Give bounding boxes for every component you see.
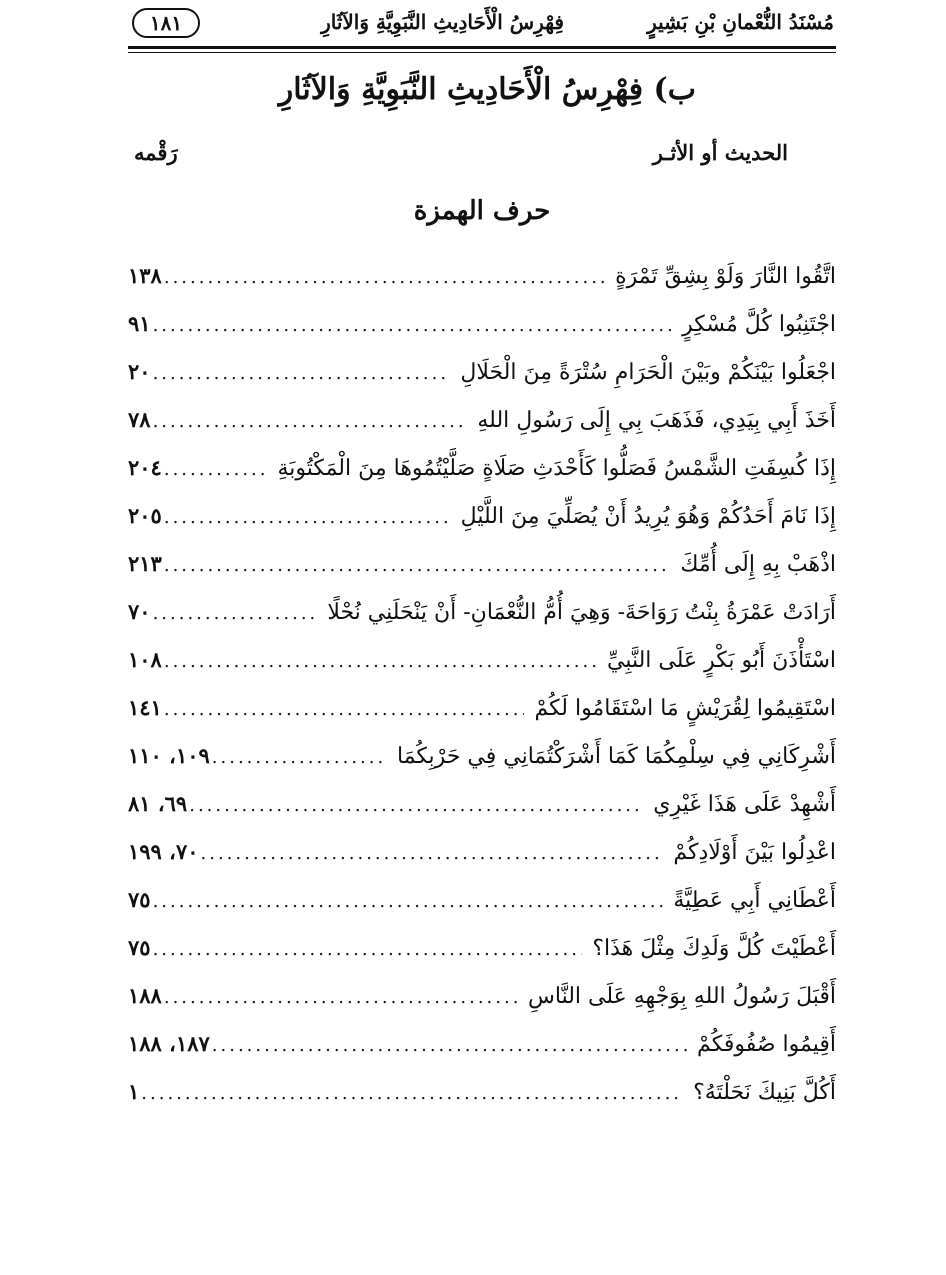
entry-text: اسْتَأْذَنَ أَبُو بَكْرٍ عَلَى النَّبِيِّ bbox=[606, 648, 836, 673]
index-entry bbox=[128, 1068, 836, 1116]
dot-leader bbox=[153, 878, 664, 926]
index-entry bbox=[128, 396, 836, 444]
header-rule-thin bbox=[128, 52, 836, 53]
entry-text: أَقْبَلَ رَسُولُ اللهِ بِوَجْهِهِ عَلَى النَّاسِ bbox=[528, 984, 836, 1009]
entry-text: أَعْطَيْتَ كُلَّ وَلَدِكَ مِثْلَ هَذَا؟ bbox=[592, 936, 836, 961]
dot-leader bbox=[153, 398, 468, 446]
running-header bbox=[128, 8, 836, 42]
page-number-badge: ١٨١ bbox=[132, 8, 200, 38]
dot-leader bbox=[164, 542, 671, 590]
entry-ref: ٢١٣ bbox=[128, 551, 162, 576]
index-entry bbox=[128, 684, 836, 732]
entry-ref: ٢٠٥ bbox=[128, 503, 162, 528]
index-entry bbox=[128, 828, 836, 876]
index-entry bbox=[128, 588, 836, 636]
entry-text: اتَّقُوا النَّارَ وَلَوْ بِشِقِّ تَمْرَةٍ bbox=[615, 264, 836, 289]
running-header-book-title: مُسْنَدُ النُّعْمانِ بْنِ بَشِيرٍ bbox=[647, 10, 834, 34]
running-header-section-title: فِهْرِسُ الْأَحَادِيثِ النَّبَوِيَّةِ وَالآثَارِ bbox=[321, 10, 564, 34]
entry-ref: ٧٥ bbox=[128, 935, 151, 960]
header-rule-thick bbox=[128, 46, 836, 49]
entry-text: اعْدِلُوا بَيْنَ أَوْلَادِكُمْ bbox=[673, 840, 836, 865]
index-entry bbox=[128, 1020, 836, 1068]
entry-ref: ٧٠، ١٩٩ bbox=[128, 839, 199, 864]
dot-leader bbox=[164, 974, 518, 1022]
entry-ref: ٧٠ bbox=[128, 599, 151, 624]
entry-ref: ١٤١ bbox=[128, 695, 162, 720]
entry-ref: ٧٥ bbox=[128, 887, 151, 912]
entry-ref: ١٨٨ bbox=[128, 983, 162, 1008]
dot-leader bbox=[141, 1070, 683, 1118]
entry-text: إِذَا كُسِفَتِ الشَّمْسُ فَصَلُّوا كَأَحْدَثِ صَلَاةٍ صَلَّيْتُمُوهَا مِنَ الْمَكْتُوبَةِ bbox=[277, 456, 836, 481]
index-entry bbox=[128, 348, 836, 396]
entry-text: أَقِيمُوا صُفُوفَكُمْ bbox=[697, 1032, 836, 1057]
dot-leader bbox=[164, 638, 597, 686]
dot-leader bbox=[153, 590, 318, 638]
index-entry bbox=[128, 300, 836, 348]
dot-leader bbox=[164, 494, 451, 542]
entry-text: أَشْهِدْ عَلَى هَذَا غَيْرِي bbox=[653, 792, 836, 817]
dot-leader bbox=[153, 926, 583, 974]
dot-leader bbox=[164, 686, 525, 734]
dot-leader bbox=[153, 302, 673, 350]
entry-ref: ١٣٨ bbox=[128, 263, 162, 288]
entry-text: أَعْطَانِي أَبِي عَطِيَّةً bbox=[673, 888, 836, 913]
column-header-hadith: الحديث أو الأثـر bbox=[652, 140, 788, 165]
entry-ref: ٦٩، ٨١ bbox=[128, 791, 188, 816]
entry-text: أَرَادَتْ عَمْرَةُ بِنْتُ رَوَاحَةَ- وَهِيَ أُمُّ النُّعْمَانِ- أَنْ يَنْحَلَنِي نُحْلًا bbox=[327, 600, 836, 625]
index-entry bbox=[128, 924, 836, 972]
dot-leader bbox=[164, 446, 268, 494]
entry-ref: ٩١ bbox=[128, 311, 151, 336]
index-entry bbox=[128, 636, 836, 684]
dot-leader bbox=[212, 1022, 687, 1070]
entry-text: اسْتَقِيمُوا لِقُرَيْشٍ مَا اسْتَقَامُوا لَكُمْ bbox=[534, 696, 836, 721]
entry-text: إِذَا نَامَ أَحَدُكُمْ وَهُوَ يُرِيدُ أَنْ يُصَلِّيَ مِنَ اللَّيْلِ bbox=[460, 504, 836, 529]
column-header-number: رَقْمه bbox=[134, 140, 178, 165]
index-entry bbox=[128, 444, 836, 492]
entry-text: اجْتَنِبُوا كُلَّ مُسْكِرٍ bbox=[682, 312, 836, 337]
entry-ref: ١٠٩، ١١٠ bbox=[128, 743, 210, 768]
dot-leader bbox=[212, 734, 387, 782]
index-entry bbox=[128, 252, 836, 300]
book-page bbox=[128, 0, 836, 1275]
entry-ref: ١٠٨ bbox=[128, 647, 162, 672]
entry-ref: ١ bbox=[128, 1079, 140, 1104]
index-entry bbox=[128, 732, 836, 780]
entry-text: أَشْرِكَانِي فِي سِلْمِكُمَا كَمَا أَشْرَكْتُمَانِي فِي حَرْبِكُمَا bbox=[396, 744, 836, 769]
dot-leader bbox=[164, 254, 605, 302]
dot-leader bbox=[189, 782, 643, 830]
entry-ref: ٢٠٤ bbox=[128, 455, 162, 480]
index-entry bbox=[128, 972, 836, 1020]
index-entry bbox=[128, 780, 836, 828]
index-entry bbox=[128, 876, 836, 924]
entry-ref: ١٨٧، ١٨٨ bbox=[128, 1031, 210, 1056]
index-entries bbox=[128, 252, 836, 1116]
entry-ref: ٢٠ bbox=[128, 359, 151, 384]
index-entry bbox=[128, 492, 836, 540]
entry-ref: ٧٨ bbox=[128, 407, 151, 432]
index-title: ب) فِهْرِسُ الْأَحَادِيثِ النَّبَوِيَّةِ وَالآثَارِ bbox=[278, 72, 696, 107]
dot-leader bbox=[201, 830, 664, 878]
entry-text: اجْعَلُوا بَيْنَكُمْ وبَيْنَ الْحَرَامِ سُتْرَةً مِنَ الْحَلَالِ bbox=[460, 360, 836, 385]
entry-text: أَخَذَ أَبِي بِيَدِي، فَذَهَبَ بِي إِلَى رَسُولِ اللهِ bbox=[477, 408, 836, 433]
letter-heading: حرف الهمزة bbox=[413, 196, 551, 226]
entry-text: أَكُلَّ بَنِيكَ نَحَلْتَهُ؟ bbox=[693, 1080, 836, 1105]
index-entry bbox=[128, 540, 836, 588]
entry-text: اذْهَبْ بِهِ إِلَى أُمِّكَ bbox=[680, 552, 836, 577]
dot-leader bbox=[153, 350, 451, 398]
